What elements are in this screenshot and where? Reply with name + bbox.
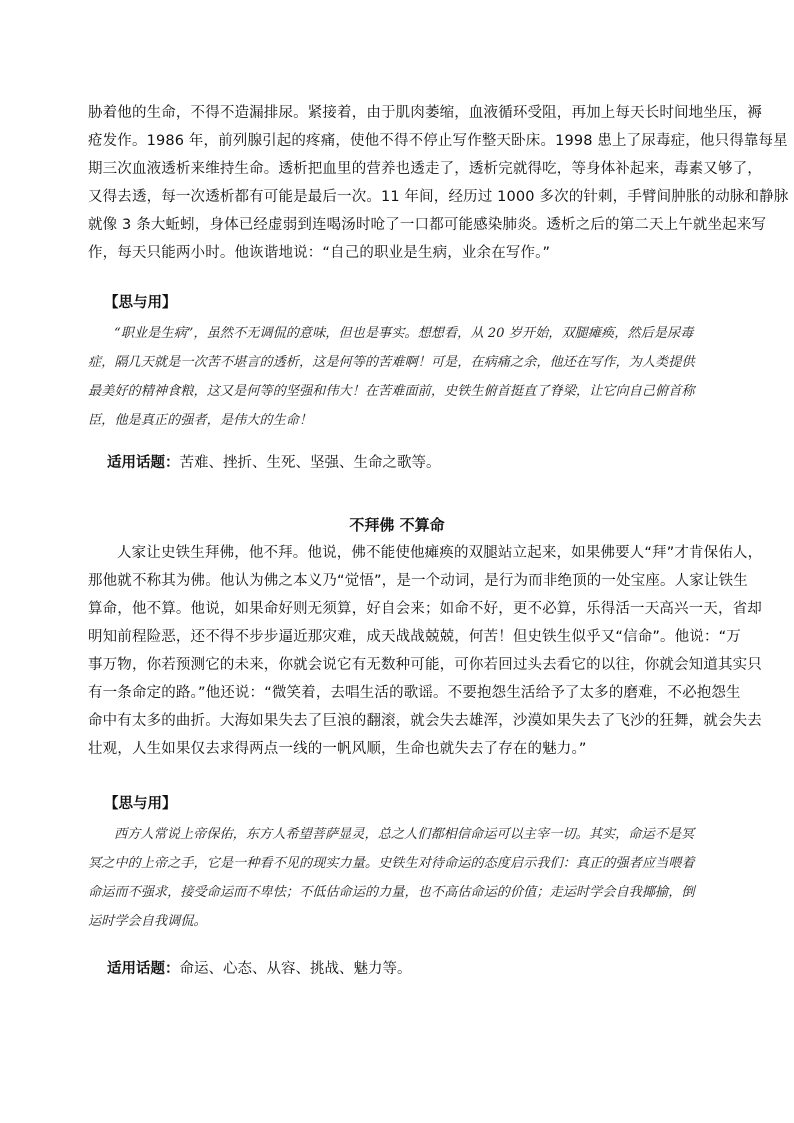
paragraph-line: 疮发作。1986 年，前列腺引起的疼痛，使他不得不停止写作整天卧床。1998 患上了尿毒症，他只得靠每星 bbox=[88, 133, 788, 149]
section2-title: 不拜佛 不算命 bbox=[349, 516, 445, 534]
note-line: 冥之中的上帝之手，它是一种看不见的现实力量。史铁生对待命运的态度启示我们：真正的强者应当喂着 bbox=[88, 856, 695, 871]
paragraph-line: 事万物，你若预测它的未来，你就会说它有无数种可能，可你若回过头去看它的以往，你就会知道其实只 bbox=[88, 657, 762, 673]
paragraph-line: 就像 3 条大蚯蚓，身体已经虚弱到连喝汤时呛了一口都可能感染肺炎。透析之后的第二天上午就坐起来写 bbox=[88, 217, 767, 233]
note-line: “职业是生病”，虽然不无调侃的意味，但也是事实。想想看，从 20 岁开始，双腿瘫痪，然后是尿毒 bbox=[114, 326, 694, 341]
paragraph-line: 有一条命定的路。”他还说：“微笑着，去唱生活的歌谣。不要抱怨生活给予了太多的磨难，不必抱怨生 bbox=[88, 685, 741, 701]
paragraph-line: 壮观，人生如果仅去求得两点一线的一帆风顺，生命也就失去了存在的魅力。” bbox=[88, 741, 587, 757]
topics-label: 适用话题： bbox=[107, 455, 180, 471]
paragraph-line: 又得去透，每一次透析都有可能是最后一次。11 年间，经历过 1000 多次的针刺，手臂间肿胀的动脉和静脉 bbox=[88, 189, 789, 205]
section2-heading: 【思与用】 bbox=[104, 796, 177, 812]
section2-body bbox=[88, 539, 763, 763]
topics-text: 命运、心态、从容、挑战、魅力等。 bbox=[179, 961, 412, 977]
note-line: 西方人常说上帝保佑，东方人希望菩萨显灵，总之人们都相信命运可以主宰一切。其实，命运不是冥 bbox=[114, 827, 695, 842]
section2-note bbox=[88, 820, 728, 936]
note-line: 命运而不强求，接受命运而不卑怯；不低估命运的力量，也不高估命运的价值；走运时学会自我揶揄，倒 bbox=[88, 885, 695, 900]
paragraph-line: 作，每天只能两小时。他诙谐地说：“自己的职业是生病，业余在写作。” bbox=[88, 245, 551, 261]
topics-label: 适用话题： bbox=[107, 961, 180, 977]
paragraph-line: 人家让史铁生拜佛，他不拜。他说，佛不能使他瘫痪的双腿站立起来，如果佛要人“拜”才肯保佑人， bbox=[117, 545, 763, 561]
section1-topics bbox=[107, 451, 441, 472]
paragraph-line: 胁着他的生命，不得不造漏排尿。紧接着，由于肌肉萎缩，血液循环受阻，再加上每天长时间地坐压，褥 bbox=[88, 105, 762, 121]
section2-topics bbox=[107, 957, 412, 978]
paragraph-line: 那他就不称其为佛。他认为佛之本义乃“觉悟”，是一个动词，是行为而非绝顶的一处宝座。人家让铁生 bbox=[88, 573, 748, 589]
section1-body bbox=[88, 99, 789, 267]
paragraph-line: 明知前程险恶，还不得不步步逼近那灾难，成天战战兢兢，何苦！但史铁生似乎又“信命”。他说：“万 bbox=[88, 629, 741, 645]
paragraph-line: 命中有太多的曲折。大海如果失去了巨浪的翻滚，就会失去雄浑，沙漠如果失去了飞沙的狂舞，就会失去 bbox=[88, 713, 762, 729]
paragraph-line: 期三次血液透析来维持生命。透析把血里的营养也透走了，透析完就得吃，等身体补起来，毒素又够了， bbox=[88, 161, 762, 177]
paragraph-line: 算命，他不算。他说，如果命好则无须算，好自会来；如命不好，更不必算，乐得活一天高兴一天，省却 bbox=[88, 601, 762, 617]
topics-text: 苦难、挫折、生死、坚强、生命之歌等。 bbox=[179, 455, 441, 471]
section1-heading: 【思与用】 bbox=[104, 295, 177, 311]
note-line: 臣，他是真正的强者，是伟大的生命！ bbox=[88, 413, 313, 428]
note-line: 症，隔几天就是一次苦不堪言的透析，这是何等的苦难啊！可是，在病痛之余，他还在写作，为人类提供 bbox=[88, 355, 695, 370]
section1-note bbox=[88, 319, 728, 435]
note-line: 运时学会自我调侃。 bbox=[88, 914, 207, 929]
note-line: 最美好的精神食粮，这又是何等的坚强和伟大！在苦难面前，史铁生俯首挺直了脊梁，让它向自己俯首称 bbox=[88, 384, 695, 399]
